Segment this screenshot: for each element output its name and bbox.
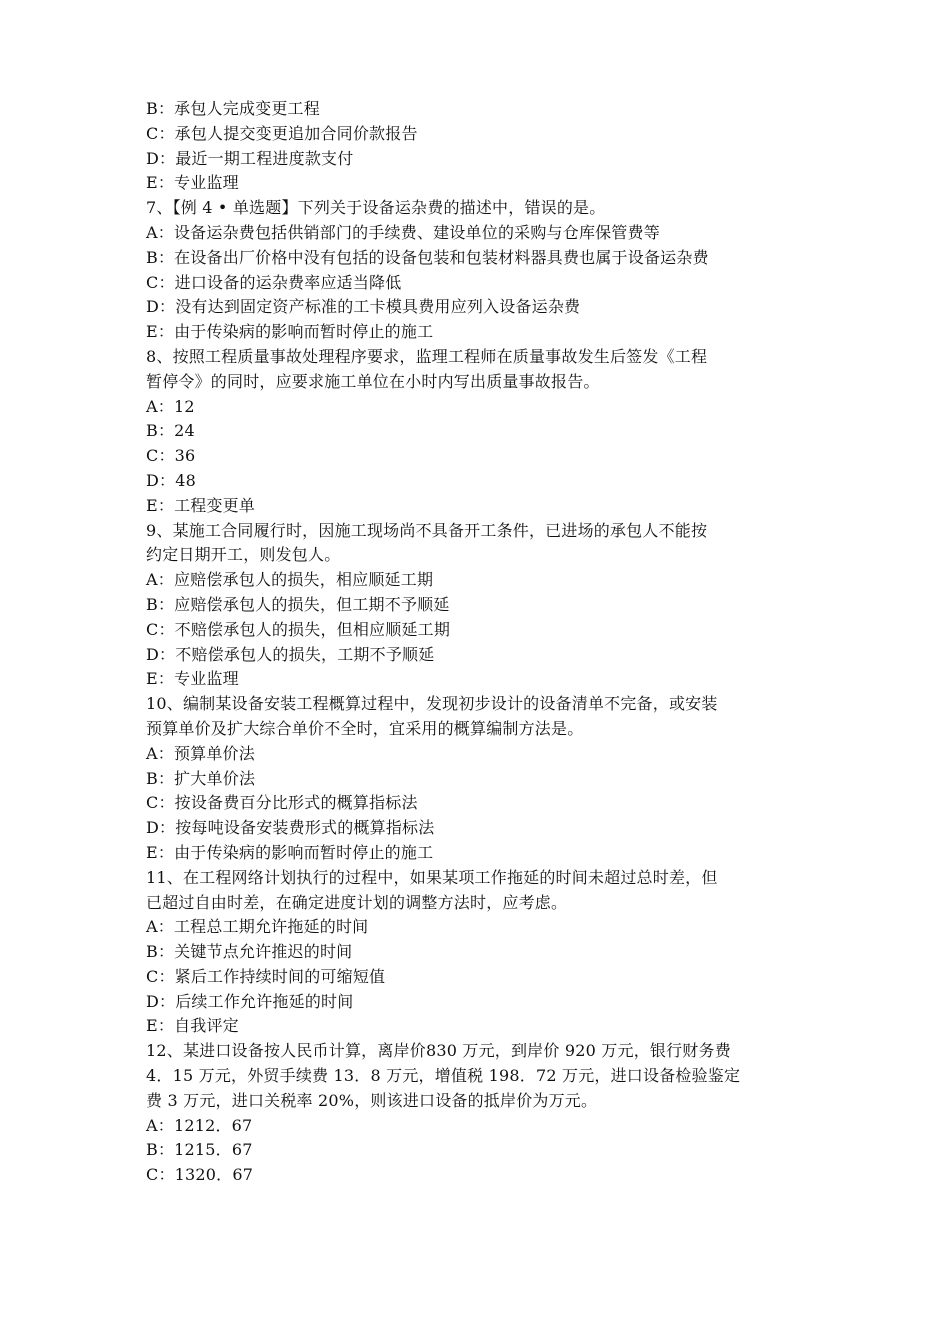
option-line: B：承包人完成变更工程 bbox=[146, 99, 320, 118]
option-line: A：应赔偿承包人的损失，相应顺延工期 bbox=[146, 570, 434, 590]
question-line: 9、某施工合同履行时，因施工现场尚不具备开工条件，已进场的承包人不能按 bbox=[146, 520, 708, 540]
option-line: E：由于传染病的影响而暂时停止的施工 bbox=[146, 322, 434, 342]
option-line: B：扩大单价法 bbox=[146, 768, 256, 788]
option-line: B：在设备出厂价格中没有包括的设备包装和包装材料器具费也属于设备运杂费 bbox=[146, 247, 709, 267]
option-line: D：最近一期工程进度款支付 bbox=[146, 148, 354, 168]
option-line: C：36 bbox=[146, 446, 196, 466]
option-line: B：24 bbox=[146, 421, 195, 441]
option-line: D：后续工作允许拖延的时间 bbox=[146, 991, 354, 1011]
question-line: 预算单价及扩大综合单价不全时，宜采用的概算编制方法是。 bbox=[146, 718, 584, 738]
option-line: B：1215．67 bbox=[146, 1140, 253, 1160]
option-line: C：不赔偿承包人的损失，但相应顺延工期 bbox=[146, 619, 451, 639]
option-line: B：关键节点允许推迟的时间 bbox=[146, 942, 353, 962]
option-line: E：由于传染病的影响而暂时停止的施工 bbox=[146, 842, 434, 862]
option-line: A：预算单价法 bbox=[146, 743, 255, 763]
option-line: E：自我评定 bbox=[146, 1016, 239, 1036]
option-line: C：承包人提交变更追加合同价款报告 bbox=[146, 123, 418, 143]
option-line: C：按设备费百分比形式的概算指标法 bbox=[146, 793, 418, 813]
option-line: B：应赔偿承包人的损失，但工期不予顺延 bbox=[146, 594, 450, 614]
question-line: 费 3 万元，进口关税率 20%，则该进口设备的抵岸价为万元。 bbox=[146, 1090, 598, 1110]
option-line: A：工程总工期允许拖延的时间 bbox=[146, 917, 369, 937]
question-line: 7、【例 4 • 单选题】下列关于设备运杂费的描述中，错误的是。 bbox=[146, 198, 606, 218]
option-line: C：1320．67 bbox=[146, 1165, 254, 1185]
option-line: E：专业监理 bbox=[146, 173, 239, 193]
option-line: C：紧后工作持续时间的可缩短值 bbox=[146, 966, 386, 986]
option-line: A：1212．67 bbox=[146, 1115, 253, 1135]
option-line: E：工程变更单 bbox=[146, 495, 256, 515]
document-page bbox=[146, 97, 812, 1188]
question-line: 11、在工程网络计划执行的过程中，如果某项工作拖延的时间未超过总时差，但 bbox=[146, 867, 718, 887]
question-line: 8、按照工程质量事故处理程序要求，监理工程师在质量事故发生后签发《工程 bbox=[146, 346, 708, 366]
option-line: D：不赔偿承包人的损失，工期不予顺延 bbox=[146, 644, 435, 664]
option-line: C：进口设备的运杂费率应适当降低 bbox=[146, 272, 402, 292]
question-line: 4．15 万元，外贸手续费 13．8 万元，增值税 198．72 万元，进口设备检验鉴定 bbox=[146, 1066, 741, 1086]
question-line: 12、某进口设备按人民币计算，离岸价830 万元，到岸价 920 万元，银行财务费 bbox=[146, 1041, 731, 1061]
question-line: 暂停令》的同时，应要求施工单位在小时内写出质量事故报告。 bbox=[146, 371, 600, 391]
option-line: E：专业监理 bbox=[146, 669, 239, 689]
option-line: A：12 bbox=[146, 396, 195, 416]
option-line: A：设备运杂费包括供销部门的手续费、建设单位的采购与仓库保管费等 bbox=[146, 222, 660, 242]
question-line: 已超过自由时差，在确定进度计划的调整方法时，应考虑。 bbox=[146, 892, 568, 912]
question-line: 10、编制某设备安装工程概算过程中，发现初步设计的设备清单不完备，或安装 bbox=[146, 694, 718, 714]
question-line: 约定日期开工，则发包人。 bbox=[146, 545, 341, 565]
option-line: D：按每吨设备安装费形式的概算指标法 bbox=[146, 818, 435, 838]
option-line: D：没有达到固定资产标准的工卡模具费用应列入设备运杂费 bbox=[146, 297, 581, 317]
option-line: D：48 bbox=[146, 470, 196, 490]
